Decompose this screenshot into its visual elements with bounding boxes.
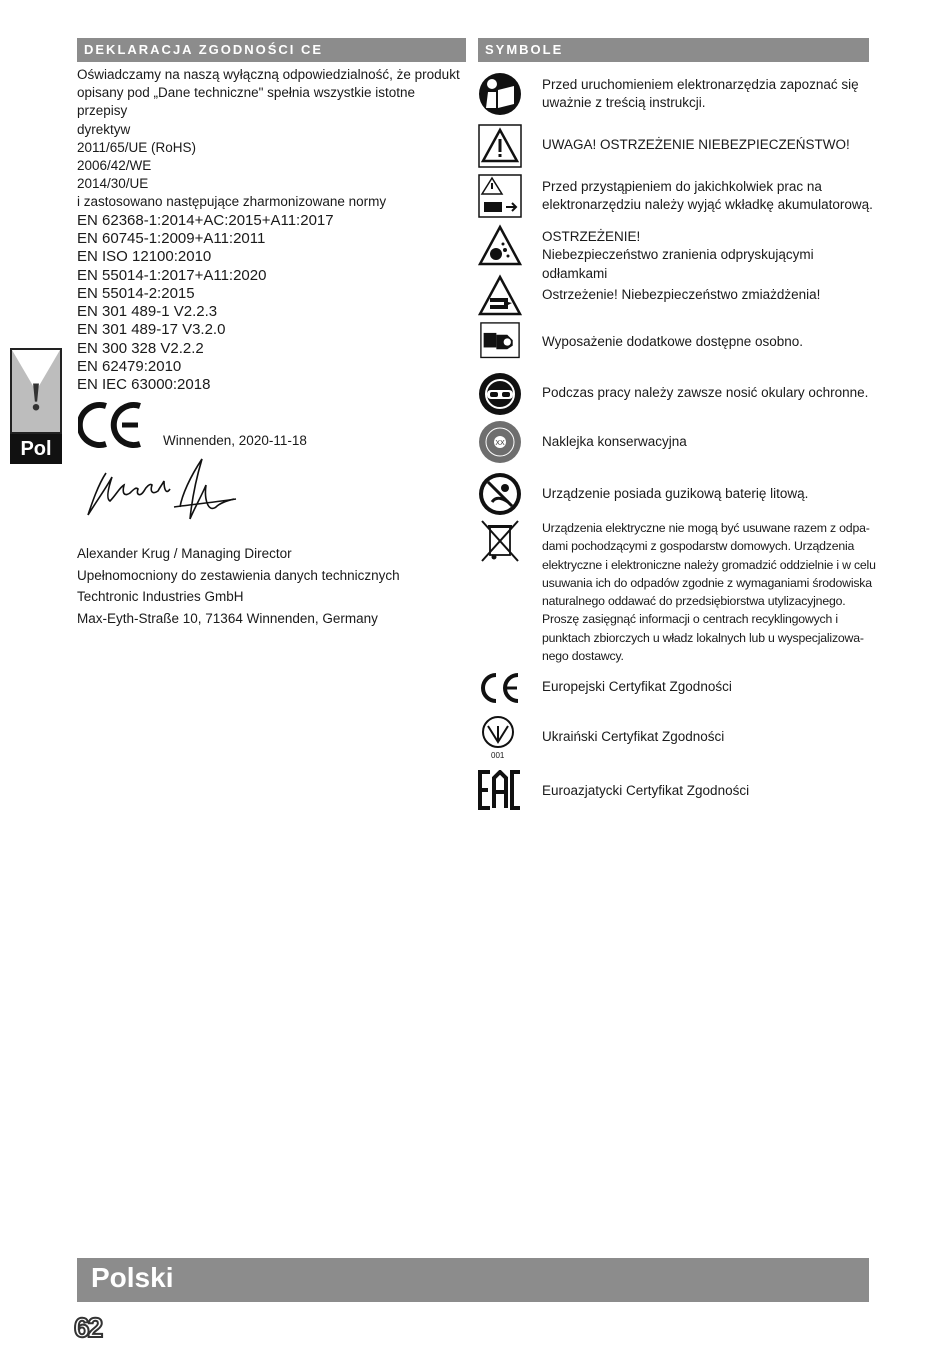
signatory-line: Techtronic Industries GmbH [77, 589, 244, 604]
symbol-row [478, 224, 878, 281]
svg-text:XX: XX [495, 440, 505, 447]
ce-mark-icon [78, 400, 148, 450]
remove-battery-icon [478, 174, 522, 218]
symbol-text: punktach zbiorczych u władz lokalnych lub u wyspecjalizowa- [542, 630, 864, 645]
intro-line: dyrektyw [77, 121, 131, 137]
language-footer-bar [77, 1258, 869, 1302]
read-manual-icon [478, 72, 522, 116]
eac-mark-icon [478, 770, 522, 810]
standard: EN ISO 12100:2010 [77, 248, 212, 266]
symbol-text: dami pochodzącymi z gospodarstw domowych. Urządzenia [542, 539, 855, 554]
symbol-row [478, 472, 878, 516]
symbol-row [478, 174, 878, 218]
symbol-text: elektryczne i elektroniczne należy gromadzić oddzielnie i w celu [542, 557, 876, 572]
accessory-icon [478, 322, 522, 362]
language-tab-label: Pol [10, 434, 62, 464]
signature [78, 455, 248, 539]
standard: EN IEC 63000:2018 [77, 376, 211, 394]
ce-mark-icon [478, 670, 522, 706]
symbol-row [478, 322, 878, 362]
declaration-body [77, 66, 465, 395]
symbol-text: Naklejka konserwacyjna [542, 434, 687, 449]
symbol-text: OSTRZEŻENIE! [542, 229, 641, 244]
symbol-text: Urządzenia elektryczne nie mogą być usuwane razem z odpa- [542, 521, 870, 535]
ukrainian-mark-code: 001 [491, 751, 505, 760]
symbol-text: Przed uruchomieniem elektronarzędzia zapoznać się [542, 77, 859, 92]
standard: EN 62479:2010 [77, 358, 182, 375]
symbol-text: naturalnego oddawać do przedsiębiorstwa utylizacyjnego. [542, 594, 846, 609]
directive: 2006/42/WE [77, 158, 152, 174]
warning-triangle-icon [478, 124, 522, 168]
flying-debris-icon [478, 224, 522, 268]
symbol-text: UWAGA! OSTRZEŻENIE NIEBEZPIECZEŃSTWO! [542, 137, 850, 152]
symbol-text: Urządzenie posiada guzikową baterię litową. [542, 486, 809, 501]
crush-hazard-icon [478, 274, 522, 318]
symbols-header: SYMBOLE [478, 38, 869, 62]
svg-text:!: ! [29, 374, 43, 419]
standard: EN 300 328 V2.2.2 [77, 339, 204, 357]
symbol-row [478, 420, 878, 464]
signatory-line: Upełnomocniony do zestawienia danych technicznych [77, 567, 400, 583]
symbol-text: Wyposażenie dodatkowe dostępne osobno. [542, 334, 804, 349]
symbol-text: Ukraiński Certyfikat Zgodności [542, 729, 725, 744]
standard: EN 301 489-1 V2.2.3 [77, 303, 218, 321]
standard: EN 55014-1:2017+A11:2020 [77, 266, 267, 284]
page-number: 62 [74, 1312, 102, 1343]
symbol-row [478, 670, 878, 706]
symbol-row [478, 770, 878, 810]
norms-intro: i zastosowano następujące zharmonizowane normy [77, 194, 387, 210]
footer-language: Polski [91, 1262, 174, 1293]
symbol-row [478, 72, 878, 116]
signatory-block [77, 543, 477, 629]
intro-line: Oświadczamy na naszą wyłączną odpowiedzialność, że produkt [77, 67, 460, 82]
symbol-text: Euroazjatycki Certyfikat Zgodności [542, 783, 750, 798]
standard: EN 301 489-17 V3.2.0 [77, 321, 226, 339]
button-battery-icon [478, 472, 522, 516]
signatory-line: Max-Eyth-Straße 10, 71364 Winnenden, Germany [77, 610, 378, 626]
symbol-text: Proszę zasięgnąć informacji o centrach recyklingowych i [542, 612, 838, 627]
maintenance-sticker-icon [478, 420, 522, 464]
declaration-header: DEKLARACJA ZGODNOŚCI CE [77, 38, 466, 62]
symbol-text: Niebezpieczeństwo zranienia odpryskującymi odłamkami [542, 247, 814, 281]
symbol-text: nego dostawcy. [542, 649, 624, 664]
symbol-text: usuwania ich do odpadów zgodnie z wymaganiami środowiska [542, 575, 872, 590]
directive: 2011/65/UE (RoHS) [77, 139, 197, 155]
symbol-row [478, 714, 878, 762]
directive: 2014/30/UE [77, 176, 149, 192]
standard: EN 60745-1:2009+A11:2011 [77, 229, 266, 247]
symbol-row [478, 372, 878, 416]
signatory-line: Alexander Krug / Managing Director [77, 546, 292, 561]
symbol-row [478, 274, 878, 318]
symbol-row [478, 519, 878, 665]
symbol-text: Przed przystąpieniem do jakichkolwiek prac na [542, 179, 822, 194]
weee-bin-icon [478, 519, 522, 563]
symbol-text: Europejski Certyfikat Zgodności [542, 679, 732, 694]
standard: EN 62368-1:2014+AC:2015+A11:2017 [77, 211, 334, 229]
language-tab [10, 348, 62, 464]
standard: EN 55014-2:2015 [77, 284, 195, 302]
safety-goggles-icon [478, 372, 522, 416]
symbol-text: Ostrzeżenie! Niebezpieczeństwo zmiażdżenia! [542, 287, 821, 302]
symbol-row [478, 124, 878, 168]
warning-tab-icon [10, 348, 62, 434]
intro-line: opisany pod „Dane techniczne" spełnia wszystkie istotne przepisy [77, 85, 415, 119]
symbol-text: uważnie z treścią instrukcji. [542, 95, 706, 111]
symbol-text: Podczas pracy należy zawsze nosić okulary ochronne. [542, 385, 869, 400]
symbol-text: elektronarzędziu należy wyjąć wkładkę akumulatorową. [542, 197, 873, 213]
place-date: Winnenden, 2020-11-18 [163, 433, 307, 448]
